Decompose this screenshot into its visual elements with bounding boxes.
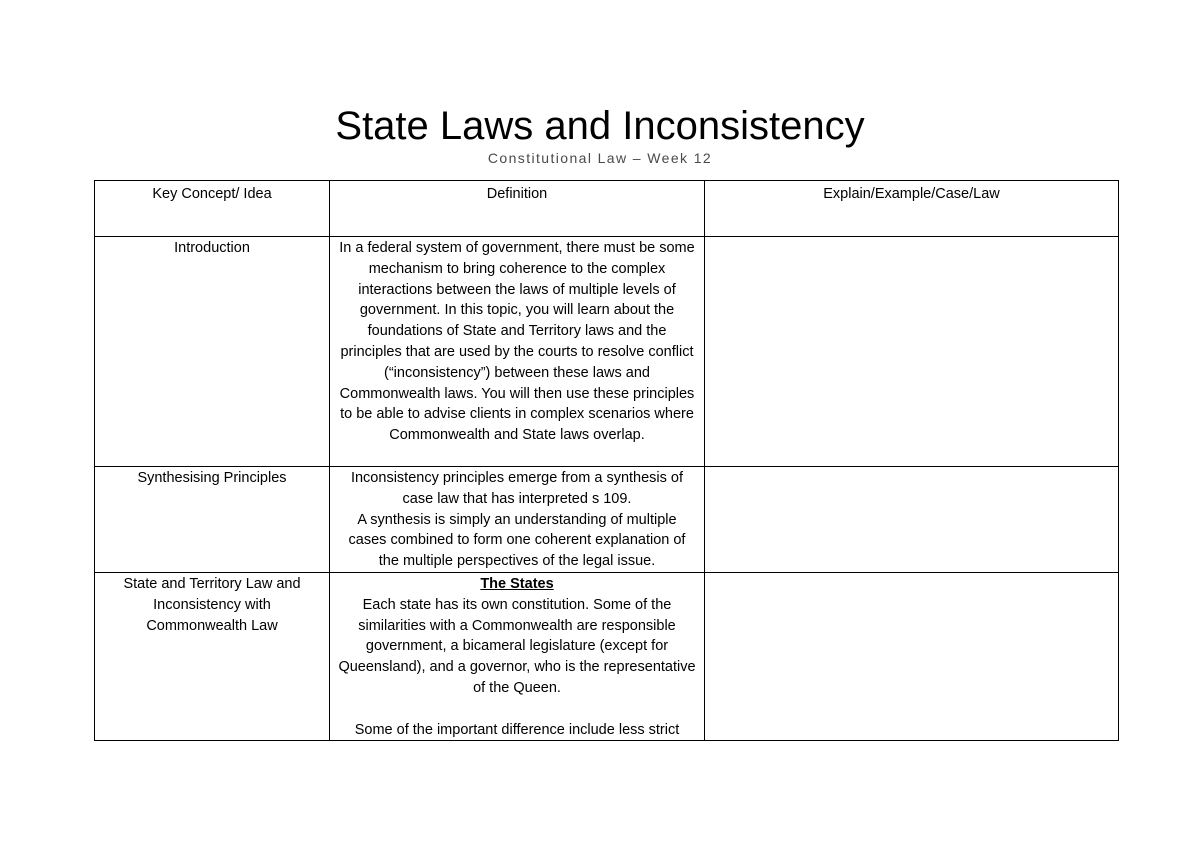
table-row <box>95 467 1119 573</box>
page-subtitle: Constitutional Law – Week 12 <box>487 150 713 166</box>
definition-cell <box>330 467 705 573</box>
example-cell <box>705 237 1119 467</box>
paragraph-spacer <box>338 699 696 720</box>
definition-paragraph: Some of the important difference include less strict <box>354 721 680 738</box>
page-title: State Laws and Inconsistency <box>335 104 865 148</box>
header-definition: Definition <box>330 181 705 237</box>
definition-paragraph: Each state has its own constitution. Some of the similarities with a Commonwealth are responsible government, a bicameral legislature (except for Queensland), and a governor, who is the representative of the Queen. <box>338 596 696 696</box>
header-explain-example: Explain/Example/Case/Law <box>705 181 1119 237</box>
concept-cell: Synthesising Principles <box>95 467 330 573</box>
example-cell <box>705 467 1119 573</box>
definition-heading: The States <box>480 576 554 592</box>
definition-paragraph: Inconsistency principles emerge from a synthesis of case law that has interpreted s 109. <box>350 470 684 507</box>
table-row <box>95 237 1119 467</box>
table-header-row <box>95 181 1119 237</box>
header-key-concept: Key Concept/ Idea <box>95 181 330 237</box>
definition-cell <box>330 573 705 741</box>
example-cell <box>705 573 1119 741</box>
concept-cell: State and Territory Law and Inconsistency with Commonwealth Law <box>95 573 330 741</box>
concept-cell: Introduction <box>95 237 330 467</box>
definition-paragraph: A synthesis is simply an understanding of multiple cases combined to form one coherent explanation of the multiple perspectives of the legal issue. <box>348 511 686 570</box>
definition-cell: In a federal system of government, there must be some mechanism to bring coherence to the complex interactions between the laws of multiple levels of government. In this topic, you will learn about the foundations of State and Territory laws and the principles that are used by the courts to resolve conflict (“inconsistency”) between these laws and Commonwealth laws. You will then use these principles to be able to advise clients in complex scenarios where Commonwealth and State laws overlap. <box>330 237 705 467</box>
notes-table <box>94 180 1119 741</box>
table-row <box>95 573 1119 741</box>
